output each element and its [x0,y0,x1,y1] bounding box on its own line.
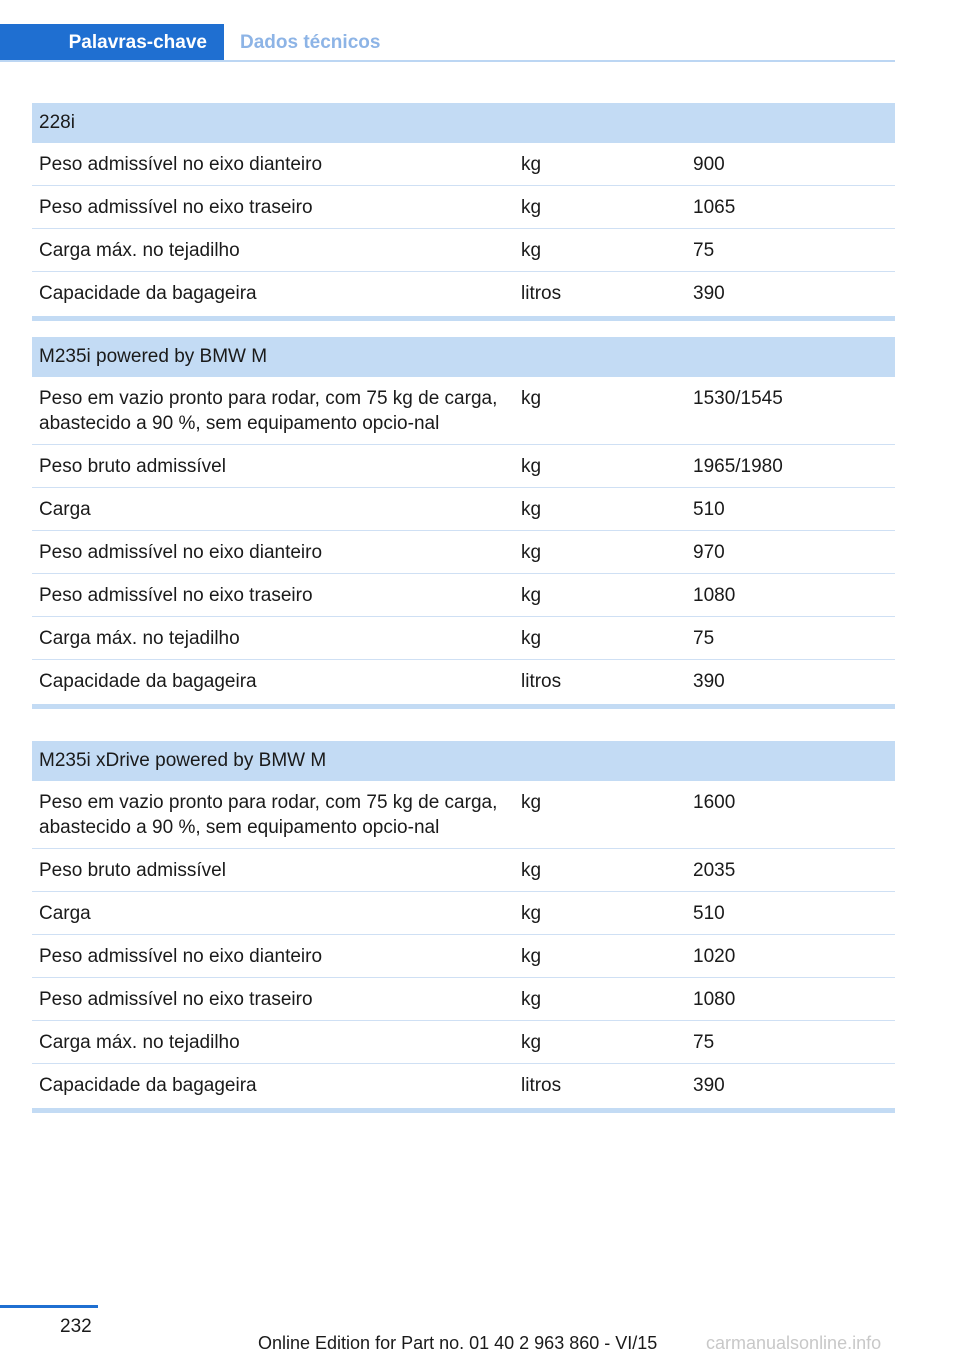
row-value: 1965/1980 [686,445,895,488]
row-unit: kg [514,978,686,1021]
row-unit: kg [514,617,686,660]
row-value: 75 [686,617,895,660]
table-row [32,186,895,229]
row-unit: kg [514,531,686,574]
row-value: 510 [686,488,895,531]
table-title: M235i xDrive powered by BMW M [32,741,895,781]
row-unit: kg [514,935,686,978]
row-value: 390 [686,1064,895,1111]
spec-table-m235i [32,337,895,709]
table-row [32,781,895,849]
row-value: 1065 [686,186,895,229]
row-unit: kg [514,892,686,935]
row-unit: kg [514,445,686,488]
table-row [32,377,895,445]
row-label: Capacidade da bagageira [32,660,514,707]
row-label: Capacidade da bagageira [32,272,514,319]
row-unit: litros [514,272,686,319]
table-row [32,531,895,574]
spec-table-228i [32,103,895,321]
footer-accent-bar [0,1305,98,1308]
row-value: 1530/1545 [686,377,895,445]
row-label: Peso bruto admissível [32,849,514,892]
row-value: 1020 [686,935,895,978]
table-row [32,574,895,617]
row-unit: kg [514,1021,686,1064]
tab-dados-tecnicos[interactable]: Dados técnicos [240,32,381,53]
row-label: Peso admissível no eixo traseiro [32,186,514,229]
row-label: Peso admissível no eixo traseiro [32,978,514,1021]
tab-palavras-chave[interactable]: Palavras-chave [0,24,224,62]
row-label: Peso em vazio pronto para rodar, com 75 kg de carga, abastecido a 90 %, sem equipamento opcio‐nal [32,781,514,849]
row-label: Carga máx. no tejadilho [32,617,514,660]
row-value: 970 [686,531,895,574]
row-unit: kg [514,377,686,445]
table-row [32,1021,895,1064]
table-row [32,892,895,935]
row-unit: kg [514,488,686,531]
row-label: Capacidade da bagageira [32,1064,514,1111]
table-title: 228i [32,103,895,143]
row-value: 1600 [686,781,895,849]
row-unit: kg [514,849,686,892]
table-row [32,617,895,660]
row-unit: kg [514,229,686,272]
table-row [32,1064,895,1111]
row-unit: litros [514,1064,686,1111]
row-unit: litros [514,660,686,707]
row-unit: kg [514,574,686,617]
table-row [32,978,895,1021]
row-unit: kg [514,143,686,186]
table-title: M235i powered by BMW M [32,337,895,377]
row-value: 1080 [686,978,895,1021]
table-row [32,143,895,186]
row-label: Peso admissível no eixo dianteiro [32,935,514,978]
row-value: 900 [686,143,895,186]
row-value: 390 [686,660,895,707]
table-row [32,488,895,531]
page-number: 232 [60,1316,92,1337]
table-row [32,445,895,488]
row-label: Carga máx. no tejadilho [32,229,514,272]
row-value: 390 [686,272,895,319]
row-label: Peso bruto admissível [32,445,514,488]
edition-note: Online Edition for Part no. 01 40 2 963 860 - VI/15 [258,1333,658,1353]
row-value: 75 [686,1021,895,1064]
row-label: Peso admissível no eixo dianteiro [32,531,514,574]
table-row [32,660,895,707]
row-label: Peso admissível no eixo dianteiro [32,143,514,186]
row-unit: kg [514,781,686,849]
row-label: Carga máx. no tejadilho [32,1021,514,1064]
header-divider [0,60,895,62]
row-label: Peso em vazio pronto para rodar, com 75 kg de carga, abastecido a 90 %, sem equipamento opcio‐nal [32,377,514,445]
row-value: 2035 [686,849,895,892]
row-label: Peso admissível no eixo traseiro [32,574,514,617]
row-value: 75 [686,229,895,272]
table-row [32,272,895,319]
table-row [32,229,895,272]
row-value: 1080 [686,574,895,617]
row-unit: kg [514,186,686,229]
spec-table-m235i-xdrive [32,741,895,1113]
row-value: 510 [686,892,895,935]
page-header [0,24,895,62]
table-row [32,935,895,978]
watermark: carmanualsonline.info [706,1333,882,1353]
table-row [32,849,895,892]
row-label: Carga [32,488,514,531]
row-label: Carga [32,892,514,935]
